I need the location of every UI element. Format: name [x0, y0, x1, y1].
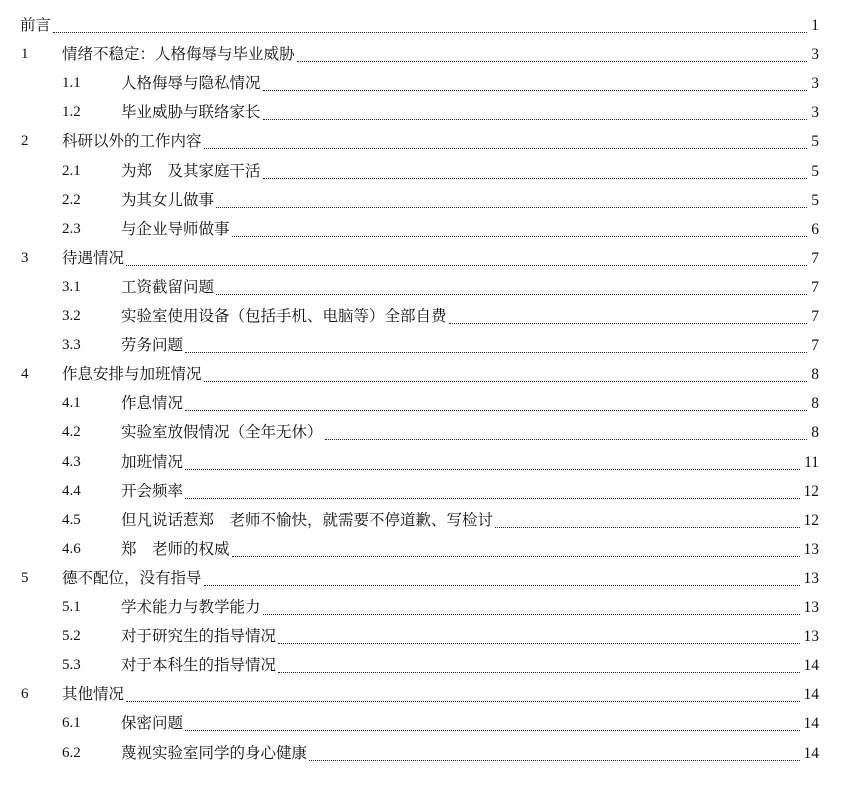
toc-entry-title: 为郑 及其家庭干活 [121, 161, 261, 180]
toc-entry-title: 开会频率 [121, 481, 184, 500]
toc-entry[interactable] [0, 41, 841, 71]
toc-entry-title: 蔑视实验室同学的身心健康 [121, 743, 308, 762]
toc-entry[interactable] [0, 187, 841, 217]
toc-entry-title: 学术能力与教学能力 [121, 598, 261, 616]
toc-entry-page-number: 1 [811, 17, 819, 34]
dot-leader [216, 294, 807, 295]
dot-leader [263, 614, 800, 615]
toc-entry-page-number: 12 [803, 511, 819, 529]
dot-leader [263, 90, 808, 91]
toc-entry-number: 1.2 [62, 104, 81, 121]
toc-entry-number: 2.3 [62, 220, 81, 237]
toc-entry[interactable] [0, 536, 841, 566]
toc-entry-title: 工资截留问题 [121, 277, 215, 296]
toc-entry-page-number: 3 [811, 46, 819, 64]
toc-entry-page-number: 8 [811, 366, 819, 384]
toc-entry-page-number: 13 [803, 569, 819, 587]
toc-entry-number: 3.3 [62, 337, 81, 354]
toc-entry-title: 为其女儿做事 [121, 190, 215, 209]
dot-leader [126, 701, 799, 702]
toc-entry-number: 2.1 [62, 162, 81, 179]
toc-entry-number: 4.6 [62, 540, 81, 557]
toc-entry[interactable] [0, 99, 841, 129]
toc-entry-page-number: 13 [803, 599, 819, 616]
toc-entry-number: 4.1 [62, 395, 81, 412]
dot-leader [495, 527, 799, 528]
dot-leader [309, 760, 799, 761]
toc-entry-page-number: 8 [811, 424, 819, 442]
toc-entry-number: 5.3 [62, 657, 81, 674]
dot-leader [297, 61, 808, 62]
toc-entry[interactable] [0, 652, 841, 682]
toc-entry-page-number: 7 [811, 278, 819, 296]
toc-entry-title: 劳务问题 [121, 336, 184, 355]
toc-entry[interactable] [0, 361, 841, 391]
toc-entry-title: 其他情况 [62, 685, 125, 704]
dot-leader [278, 643, 799, 644]
toc-entry-title: 待遇情况 [62, 248, 125, 267]
toc-entry[interactable] [0, 245, 841, 275]
toc-entry-number: 4 [21, 366, 29, 383]
toc-entry-page-number: 14 [803, 744, 819, 762]
dot-leader [204, 148, 808, 149]
toc-entry-title: 前言 [20, 16, 52, 34]
toc-entry-title: 保密问题 [121, 714, 184, 733]
dot-leader [278, 672, 799, 673]
toc-entry-title: 实验室放假情况（全年无休） [121, 423, 323, 442]
toc-entry-title: 加班情况 [121, 452, 184, 471]
toc-entry-number: 3.2 [62, 308, 81, 324]
toc-entry-page-number: 7 [811, 337, 819, 355]
toc-entry-number: 6.1 [62, 715, 81, 732]
dot-leader [53, 32, 807, 33]
toc-entry[interactable] [0, 70, 841, 100]
toc-entry[interactable] [0, 449, 841, 479]
toc-entry-page-number: 8 [811, 395, 819, 413]
toc-entry-page-number: 14 [803, 657, 819, 675]
toc-entry-page-number: 5 [811, 162, 819, 180]
toc-entry-title: 毕业威胁与联络家长 [121, 103, 261, 122]
toc-entry-number: 6 [21, 686, 29, 703]
toc-entry[interactable] [0, 216, 841, 246]
toc-entry[interactable] [0, 681, 841, 711]
dot-leader [232, 236, 808, 237]
toc-entry-page-number: 3 [811, 104, 819, 122]
toc-entry-number: 4.3 [62, 453, 81, 470]
dot-leader [185, 498, 799, 499]
toc-entry-page-number: 5 [811, 133, 819, 151]
toc-entry-title: 人格侮辱与隐私情况 [121, 74, 261, 93]
toc-entry[interactable] [0, 303, 841, 333]
toc-entry[interactable] [0, 158, 841, 188]
toc-entry-page-number: 5 [811, 191, 819, 209]
toc-entry-number: 5.1 [62, 599, 81, 615]
toc-entry-number: 4.2 [62, 424, 81, 441]
toc-entry-page-number: 7 [811, 249, 819, 267]
toc-entry[interactable] [0, 565, 841, 595]
toc-entry-title: 对于研究生的指导情况 [121, 627, 277, 646]
dot-leader [216, 207, 807, 208]
toc-entry-title: 作息安排与加班情况 [62, 365, 202, 384]
toc-entry[interactable] [0, 12, 841, 42]
toc-entry-number: 2.2 [62, 191, 81, 208]
dot-leader [263, 119, 808, 120]
toc-entry[interactable] [0, 710, 841, 740]
dot-leader [449, 323, 808, 324]
toc-entry-page-number: 14 [803, 715, 819, 733]
toc-entry-title: 科研以外的工作内容 [62, 132, 202, 151]
toc-entry-number: 6.2 [62, 744, 81, 761]
toc-entry-number: 1.1 [62, 75, 81, 92]
toc-entry-title: 郑 老师的权威 [121, 539, 230, 558]
toc-entry[interactable] [0, 274, 841, 304]
toc-entry-title: 情绪不稳定：人格侮辱与毕业威胁 [62, 45, 295, 64]
dot-leader [185, 469, 800, 470]
dot-leader [263, 178, 808, 179]
toc-entry-number: 5 [21, 569, 29, 586]
toc-entry-title: 作息情况 [121, 394, 184, 413]
toc-entry-number: 3.1 [62, 278, 81, 295]
toc-entry-title: 对于本科生的指导情况 [121, 656, 277, 675]
dot-leader [185, 730, 799, 731]
toc-entry[interactable] [0, 128, 841, 158]
dot-leader [185, 352, 807, 353]
toc-entry[interactable] [0, 332, 841, 362]
toc-entry-title: 与企业导师做事 [121, 219, 230, 238]
toc-entry-number: 1 [21, 46, 29, 63]
toc-entry-number: 4.4 [62, 482, 81, 499]
toc-entry-number: 2 [21, 133, 29, 150]
toc-entry-number: 5.2 [62, 628, 81, 645]
toc-entry-page-number: 12 [803, 482, 819, 500]
dot-leader [232, 556, 800, 557]
toc-entry[interactable] [0, 623, 841, 653]
toc-entry-page-number: 13 [803, 540, 819, 558]
toc-entry[interactable] [0, 419, 841, 449]
toc-entry-page-number: 3 [811, 75, 819, 93]
toc-entry[interactable] [0, 390, 841, 420]
toc-entry[interactable] [0, 478, 841, 508]
toc-entry-number: 4.5 [62, 511, 81, 528]
toc-entry-page-number: 14 [803, 686, 819, 704]
toc-entry-page-number: 7 [811, 308, 819, 325]
dot-leader [204, 585, 800, 586]
toc-entry-title: 德不配位，没有指导 [62, 568, 202, 587]
dot-leader [126, 265, 807, 266]
toc-entry-page-number: 11 [804, 453, 819, 471]
dot-leader [185, 410, 807, 411]
toc-entry[interactable] [0, 594, 841, 624]
toc-entry-number: 3 [21, 249, 29, 266]
toc-entry-page-number: 13 [803, 628, 819, 646]
toc-entry-title: 但凡说话惹郑 老师不愉快，就需要不停道歉、写检讨 [121, 510, 494, 529]
dot-leader [204, 381, 808, 382]
toc-entry-title: 实验室使用设备（包括手机、电脑等）全部自费 [121, 307, 447, 325]
toc-entry[interactable] [0, 740, 841, 770]
dot-leader [325, 439, 808, 440]
toc-entry[interactable] [0, 507, 841, 537]
toc-entry-page-number: 6 [811, 220, 819, 238]
